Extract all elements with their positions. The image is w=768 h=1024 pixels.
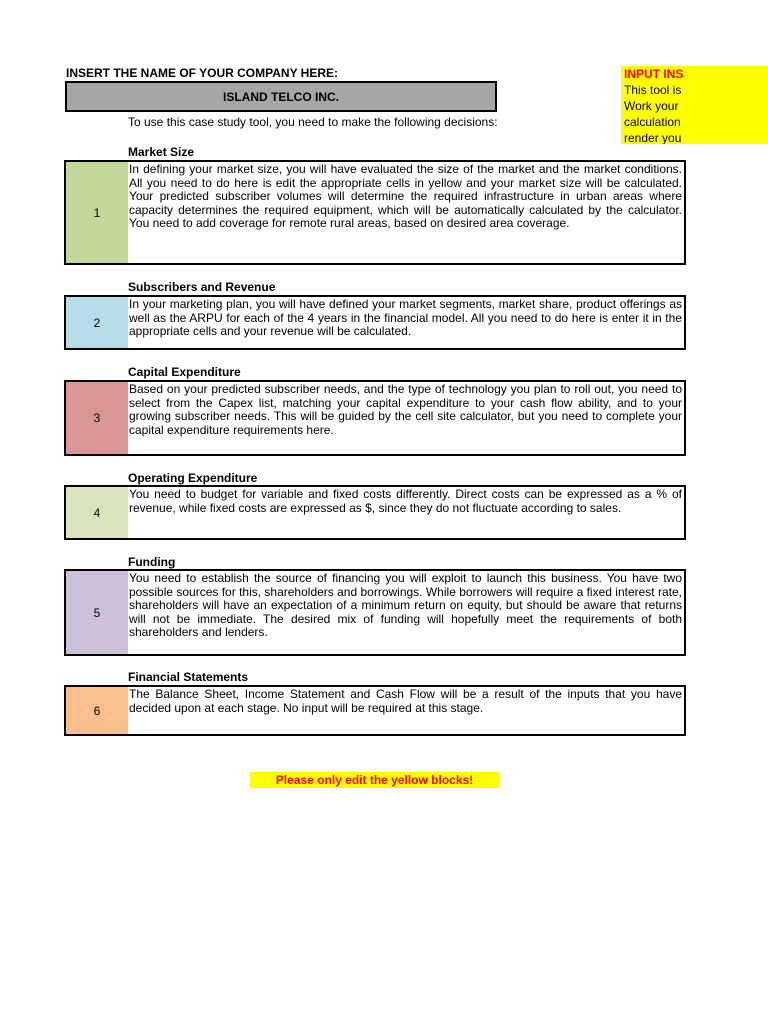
step-number: 4 <box>66 487 128 538</box>
step-description: The Balance Sheet, Income Statement and Cash Flow will be a result of the inputs that you have decided upon at each stage. No input will be required at this stage. <box>129 687 682 715</box>
step-number: 6 <box>66 687 128 734</box>
edit-yellow-blocks-notice: Please only edit the yellow blocks! <box>250 772 499 788</box>
input-instructions-line: render you <box>624 131 682 144</box>
company-name-value: ISLAND TELCO INC. <box>223 89 339 104</box>
input-instructions-panel <box>621 66 768 144</box>
step-number: 2 <box>66 297 128 348</box>
section-title-market-size: Market Size <box>128 145 195 159</box>
step-description: In your marketing plan, you will have defined your market segments, market share, product offerings as well as the ARPU for each of the 4 years in the financial model. All you need to do here is enter it in the appropriate cells and your revenue will be calculated. <box>129 297 682 338</box>
step-funding <box>64 569 686 656</box>
step-subscribers-revenue <box>64 295 686 350</box>
step-description: In defining your market size, you will have evaluated the size of the market and the market conditions. All you need to do here is edit the appropriate cells in yellow and your market size will be calculated. Your predicted subscriber volumes will determine the required infrastructure in urban areas where capacity determines the required equipment, which will be automatically calculated by the calculator. You need to add coverage for remote rural areas, based on desired area coverage. <box>129 162 682 230</box>
step-description: You need to budget for variable and fixed costs differently. Direct costs can be expressed as a % of revenue, while fixed costs are expressed as $, since they do not fluctuate according to sales. <box>129 487 682 515</box>
step-number: 1 <box>66 162 128 263</box>
step-capital-expenditure <box>64 380 686 456</box>
step-market-size <box>64 160 686 265</box>
company-name-prompt: INSERT THE NAME OF YOUR COMPANY HERE: <box>66 66 339 80</box>
step-number: 5 <box>66 571 128 654</box>
section-title-funding: Funding <box>128 555 176 569</box>
input-instructions-line: Work your <box>624 99 679 113</box>
section-title-operating-expenditure: Operating Expenditure <box>128 471 258 485</box>
step-operating-expenditure <box>64 485 686 540</box>
step-number: 3 <box>66 382 128 454</box>
section-title-subscribers-revenue: Subscribers and Revenue <box>128 280 276 294</box>
step-description: Based on your predicted subscriber needs, and the type of technology you plan to roll out, you need to select from the Capex list, matching your capital expenditure to your cash flow ability, and to your growing subscriber needs. This will be guided by the cell site calculator, but you need to complete your capital expenditure requirements here. <box>129 382 682 437</box>
input-instructions-line: calculation <box>624 115 681 129</box>
company-name-cell[interactable] <box>65 81 497 112</box>
input-instructions-line: This tool is <box>624 83 682 97</box>
section-title-financial-statements: Financial Statements <box>128 670 249 684</box>
step-financial-statements <box>64 685 686 736</box>
section-title-capital-expenditure: Capital Expenditure <box>128 365 241 379</box>
step-description: You need to establish the source of financing you will exploit to launch this business. You have two possible sources for this, shareholders and borrowings. While borrowers will require a fixed interest rate, shareholders will have an expectation of a minimum return on equity, but should be aware that returns will not be immediate. The desired mix of funding will hopefully meet the requirements of both shareholders and lenders. <box>129 571 682 639</box>
input-instructions-title: INPUT INS <box>624 67 684 81</box>
intro-text: To use this case study tool, you need to make the following decisions: <box>128 115 498 129</box>
